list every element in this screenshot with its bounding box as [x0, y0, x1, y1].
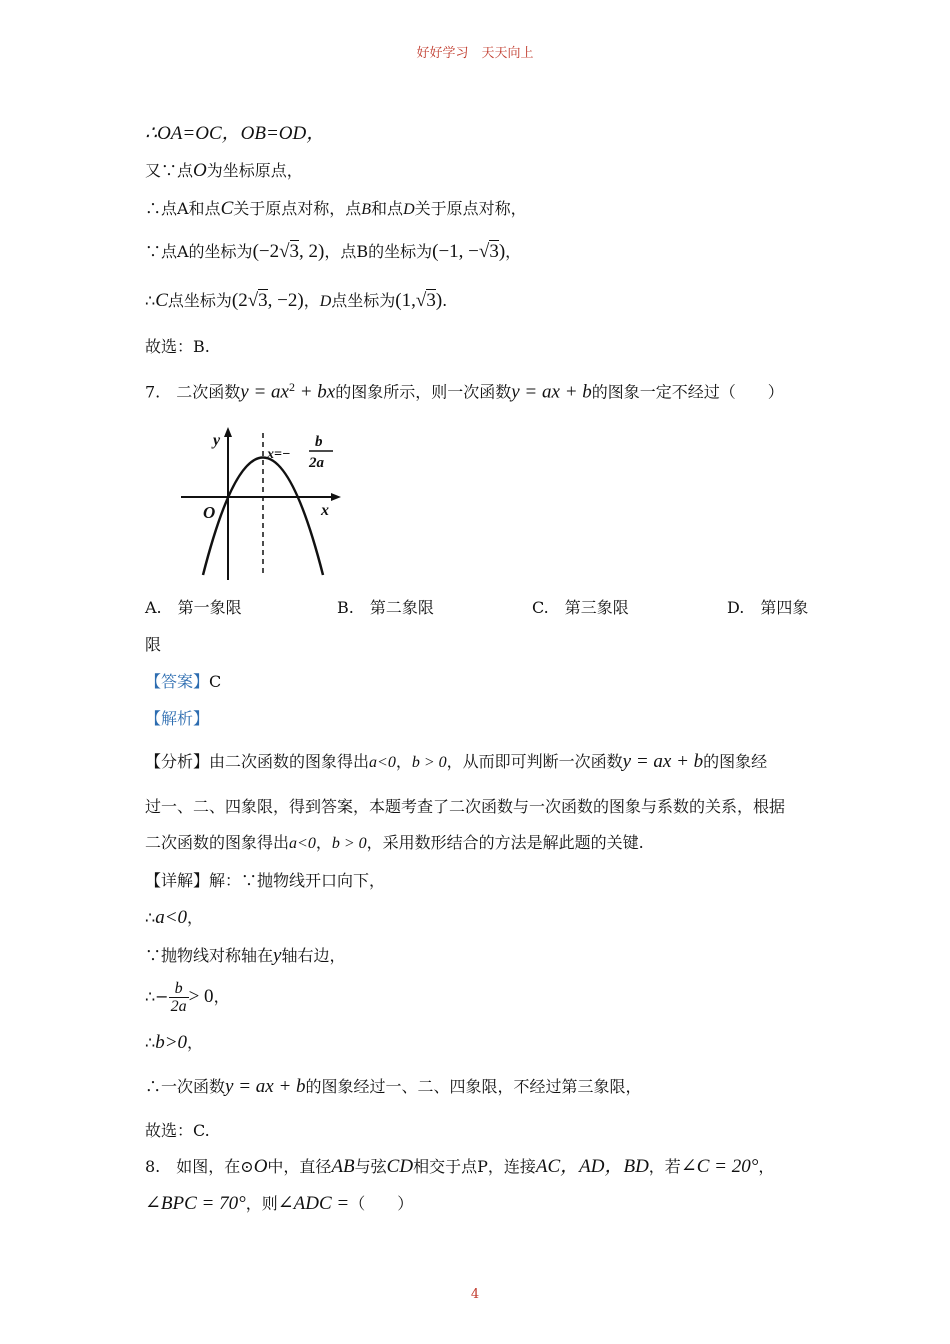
answer-line: 【答案】C: [145, 672, 222, 691]
text-line: ∴C点坐标为(2√3, −2)，D点坐标为(1,√3).: [145, 290, 448, 311]
text-line: ∴a<0，: [145, 907, 204, 928]
analysis-tag: 【解析】: [145, 709, 210, 728]
page-number: 4: [470, 1287, 480, 1302]
option-d-cont: 限: [145, 635, 162, 654]
text-line: ∵抛物线对称轴在y轴右边，: [145, 945, 346, 966]
answer-tag: 【答案】: [145, 672, 210, 691]
y-axis-arrow: [224, 427, 232, 437]
text-line: 二次函数的图象得出a<0，b > 0，采用数形结合的方法是解此题的关键.: [145, 833, 644, 852]
text-line: 故选：C.: [145, 1121, 210, 1140]
symmetry-label: x=−: [267, 447, 291, 462]
question-8: 8. 如图，在⊙O中，直径AB与弦CD相交于点P，连接AC，AD，BD，若∠C = 20°，: [145, 1156, 775, 1177]
text-line: ∴点A和点C关于原点对称，点B和点D关于原点对称，: [145, 198, 527, 219]
option-d: D. 第四象: [727, 598, 809, 617]
text-line: ∴一次函数y = ax + b的图象经过一、二、四象限，不经过第三象限，: [145, 1076, 642, 1097]
option-a: A. 第一象限: [145, 598, 242, 617]
symmetry-label-den: 2a: [309, 455, 324, 471]
question-8-cont: ∠BPC = 70°，则∠ADC =（ ）: [145, 1193, 414, 1214]
option-b: B. 第二象限: [337, 598, 434, 617]
origin-label: O: [203, 503, 216, 522]
x-label: x: [321, 502, 329, 519]
text-line: 过一、二、四象限，得到答案，本题考查了二次函数与一次函数的图象与系数的关系，根据: [145, 797, 786, 816]
text-line: 【分析】由二次函数的图象得出a<0，b > 0，从而即可判断一次函数y = ax + b的图象经: [145, 751, 768, 772]
text-line: ∴− $\frac{b}{2a}$ > 0，: [145, 980, 230, 1015]
fraction: $\frac{b}{2a}$: [170, 980, 187, 1015]
text-line: ∵点A的坐标为(−2√3, 2)，点B的坐标为(−1, −√3)，: [145, 241, 522, 262]
parabola-figure: [175, 425, 345, 585]
text-line: 【详解】解：∵抛物线开口向下，: [145, 871, 386, 890]
option-c: C. 第三象限: [532, 598, 629, 617]
text-line: 又∵点O为坐标原点，: [145, 160, 303, 181]
question-7: 7. 二次函数$y = ax^2$ + bx的图象所示，则一次函数y = ax + b的图象一定不经过（ ）: [145, 380, 784, 403]
y-label: y: [213, 432, 221, 449]
symmetry-label-num: b: [315, 434, 323, 450]
text-line: ∴b>0，: [145, 1032, 204, 1053]
text-line: ∴OA=OC，OB=OD，: [145, 123, 326, 144]
x-axis-arrow: [331, 493, 341, 501]
page-header: 好好学习 天天向上: [416, 46, 534, 61]
text-line: 故选：B.: [145, 337, 210, 356]
